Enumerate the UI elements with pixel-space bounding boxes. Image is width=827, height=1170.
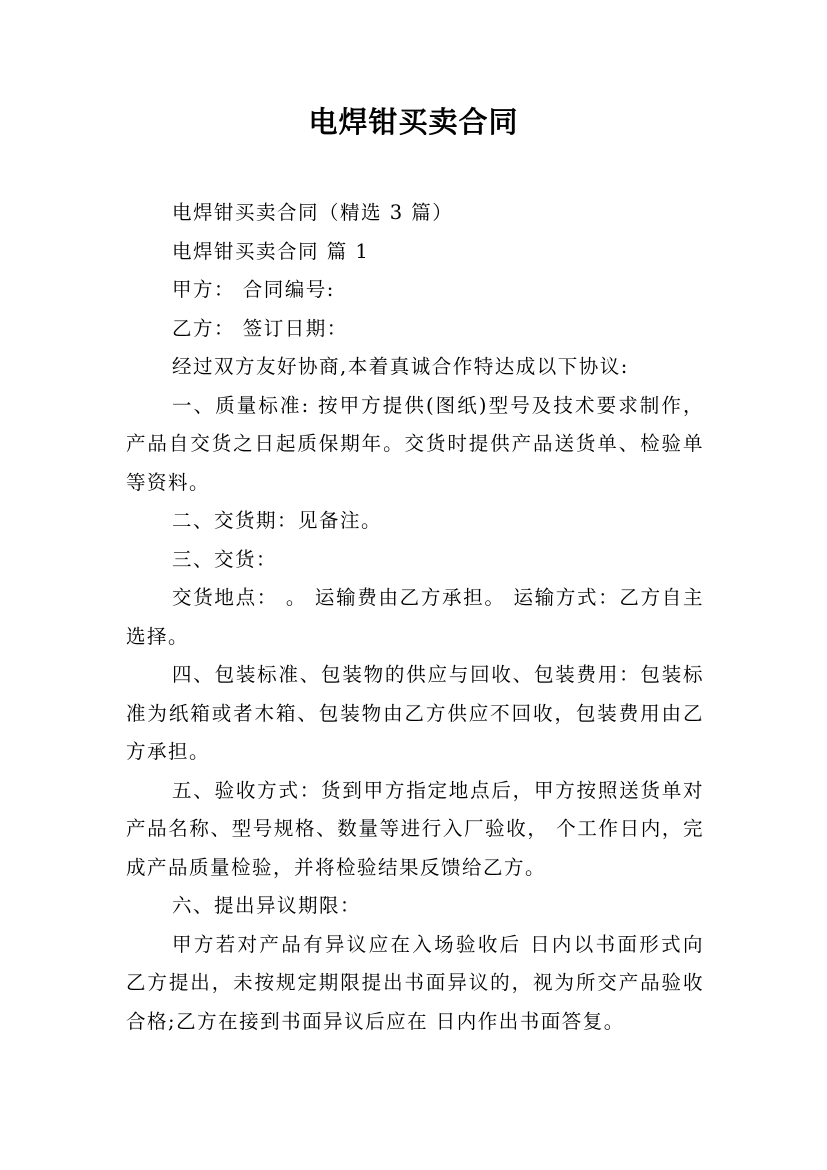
paragraph-delivery-location: 交货地点： 。 运输费由乙方承担。 运输方式：乙方自主选择。 [126, 586, 704, 648]
paragraph-party-a: 甲方： 合同编号: [172, 278, 335, 301]
paragraph-objection-heading: 六、提出异议期限： [172, 894, 362, 917]
paragraph-preamble: 经过双方友好协商,本着真诚合作特达成以下协议: [172, 355, 629, 378]
paragraph-section-heading: 电焊钳买卖合同 篇 1 [172, 239, 370, 263]
document-title: 电焊钳买卖合同 [308, 105, 519, 139]
paragraph-quality-standard: 一、质量标准: 按甲方提供(图纸)型号及技术要求制作，产品自交货之日起质保期年。交货时提供产品送货单、检验单等资料。 [126, 393, 704, 494]
paragraph-delivery-period: 二、交货期：见备注。 [172, 509, 383, 532]
paragraph-delivery-heading: 三、交货： [172, 547, 278, 571]
paragraph-acceptance: 五、验收方式：货到甲方指定地点后，甲方按照送货单对产品名称、型号规格、数量等进行入厂验收， 个工作日内，完成产品质量检验，并将检验结果反馈给乙方。 [126, 778, 704, 879]
paragraph-packaging: 四、包装标准、包装物的供应与回收、包装费用：包装标准为纸箱或者木箱、包装物由乙方供应不回收，包装费用由乙方承担。 [126, 663, 704, 763]
paragraph-party-b: 乙方： 签订日期： [172, 316, 348, 340]
paragraph-subtitle: 电焊钳买卖合同（精选 3 篇） [172, 201, 454, 224]
paragraph-objection: 甲方若对产品有异议应在入场验收后 日内以书面形式向乙方提出，未按规定期限提出书面异议的，视为所交产品验收合格;乙方在接到书面异议后应在 日内作出书面答复。 [126, 932, 704, 1033]
document-body [126, 194, 704, 1041]
